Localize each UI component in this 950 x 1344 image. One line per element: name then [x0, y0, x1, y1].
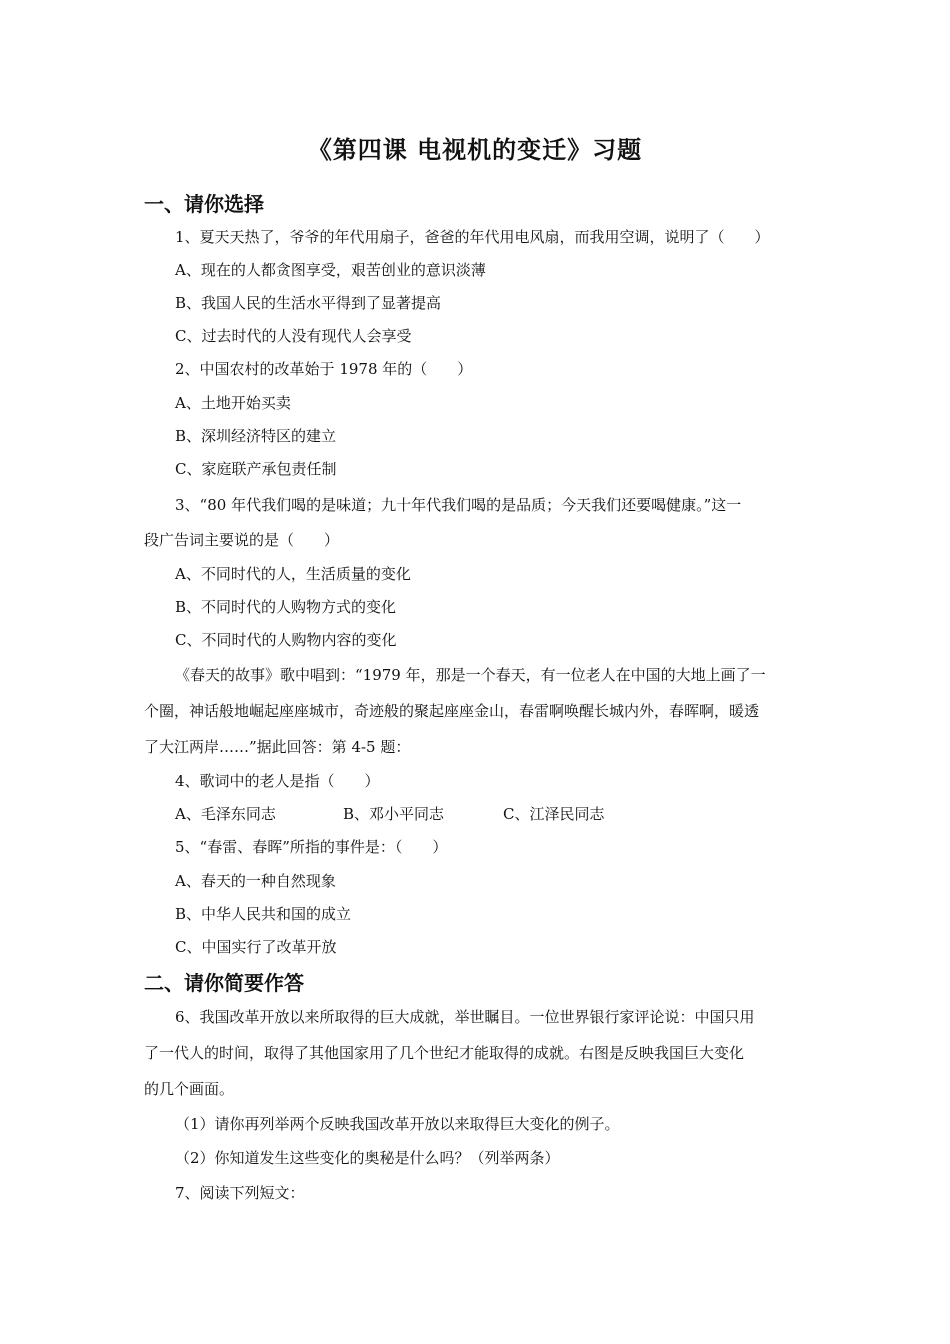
question-4-option-a: A、毛泽东同志 [175, 805, 276, 823]
question-4-stem: 4、歌词中的老人是指（ ） [175, 772, 380, 790]
question-1-stem: 1、夏天天热了，爷爷的年代用扇子，爸爸的年代用电风扇，而我用空调，说明了（ ） [175, 228, 770, 246]
question-2-stem: 2、中国农村的改革始于 1978 年的（ ） [175, 360, 473, 378]
question-6-line3: 的几个画面。 [144, 1080, 235, 1098]
question-5-option-a: A、春天的一种自然现象 [175, 872, 336, 890]
question-3-stem-line2: 段广告词主要说的是（ ） [144, 531, 340, 549]
passage-line1: 《春天的故事》歌中唱到：“1979 年，那是一个春天，有一位老人在中国的大地上画了一 [175, 666, 766, 684]
question-6-sub2: （2）你知道发生这些变化的奥秘是什么吗？（列举两条） [175, 1149, 560, 1167]
question-7-stem: 7、阅读下列短文： [175, 1184, 305, 1202]
question-4-option-c: C、江泽民同志 [503, 805, 605, 823]
question-6-line2: 了一代人的时间，取得了其他国家用了几个世纪才能取得的成就。右图是反映我国巨大变化 [144, 1044, 745, 1062]
passage-line3: 了大江两岸……”据此回答：第 4-5 题： [144, 738, 411, 756]
question-3-option-b: B、不同时代的人购物方式的变化 [175, 598, 397, 616]
question-5-stem: 5、“春雷、春晖”所指的事件是：（ ） [175, 838, 448, 856]
question-1-option-b: B、我国人民的生活水平得到了显著提高 [175, 294, 442, 312]
question-3-stem-line1: 3、“80 年代我们喝的是味道；九十年代我们喝的是品质；今天我们还要喝健康。”这一 [175, 496, 742, 514]
question-5-option-c: C、中国实行了改革开放 [175, 938, 337, 956]
question-2-option-a: A、土地开始买卖 [175, 394, 291, 412]
question-1-option-a: A、现在的人都贪图享受，艰苦创业的意识淡薄 [175, 261, 486, 279]
section-heading-answer: 二、请你简要作答 [144, 971, 304, 995]
question-2-option-b: B、深圳经济特区的建立 [175, 427, 337, 445]
question-3-option-a: A、不同时代的人，生活质量的变化 [175, 565, 411, 583]
question-1-option-c: C、过去时代的人没有现代人会享受 [175, 327, 412, 345]
question-6-sub1: （1）请你再列举两个反映我国改革开放以来取得巨大变化的例子。 [175, 1115, 620, 1133]
question-3-option-c: C、不同时代的人购物内容的变化 [175, 631, 397, 649]
question-4-options [175, 803, 604, 824]
section-heading-choice: 一、请你选择 [144, 192, 264, 216]
question-6-line1: 6、我国改革开放以来所取得的巨大成就，举世瞩目。一位世界银行家评论说：中国只用 [175, 1008, 755, 1026]
question-2-option-c: C、家庭联产承包责任制 [175, 460, 337, 478]
question-4-option-b: B、邓小平同志 [343, 805, 445, 823]
passage-line2: 个圈，神话般地崛起座座城市，奇迹般的聚起座座金山，春雷啊唤醒长城内外，春晖啊，暖透 [144, 702, 760, 720]
question-5-option-b: B、中华人民共和国的成立 [175, 905, 352, 923]
document-title: 《第四课 电视机的变迁》习题 [307, 136, 643, 164]
